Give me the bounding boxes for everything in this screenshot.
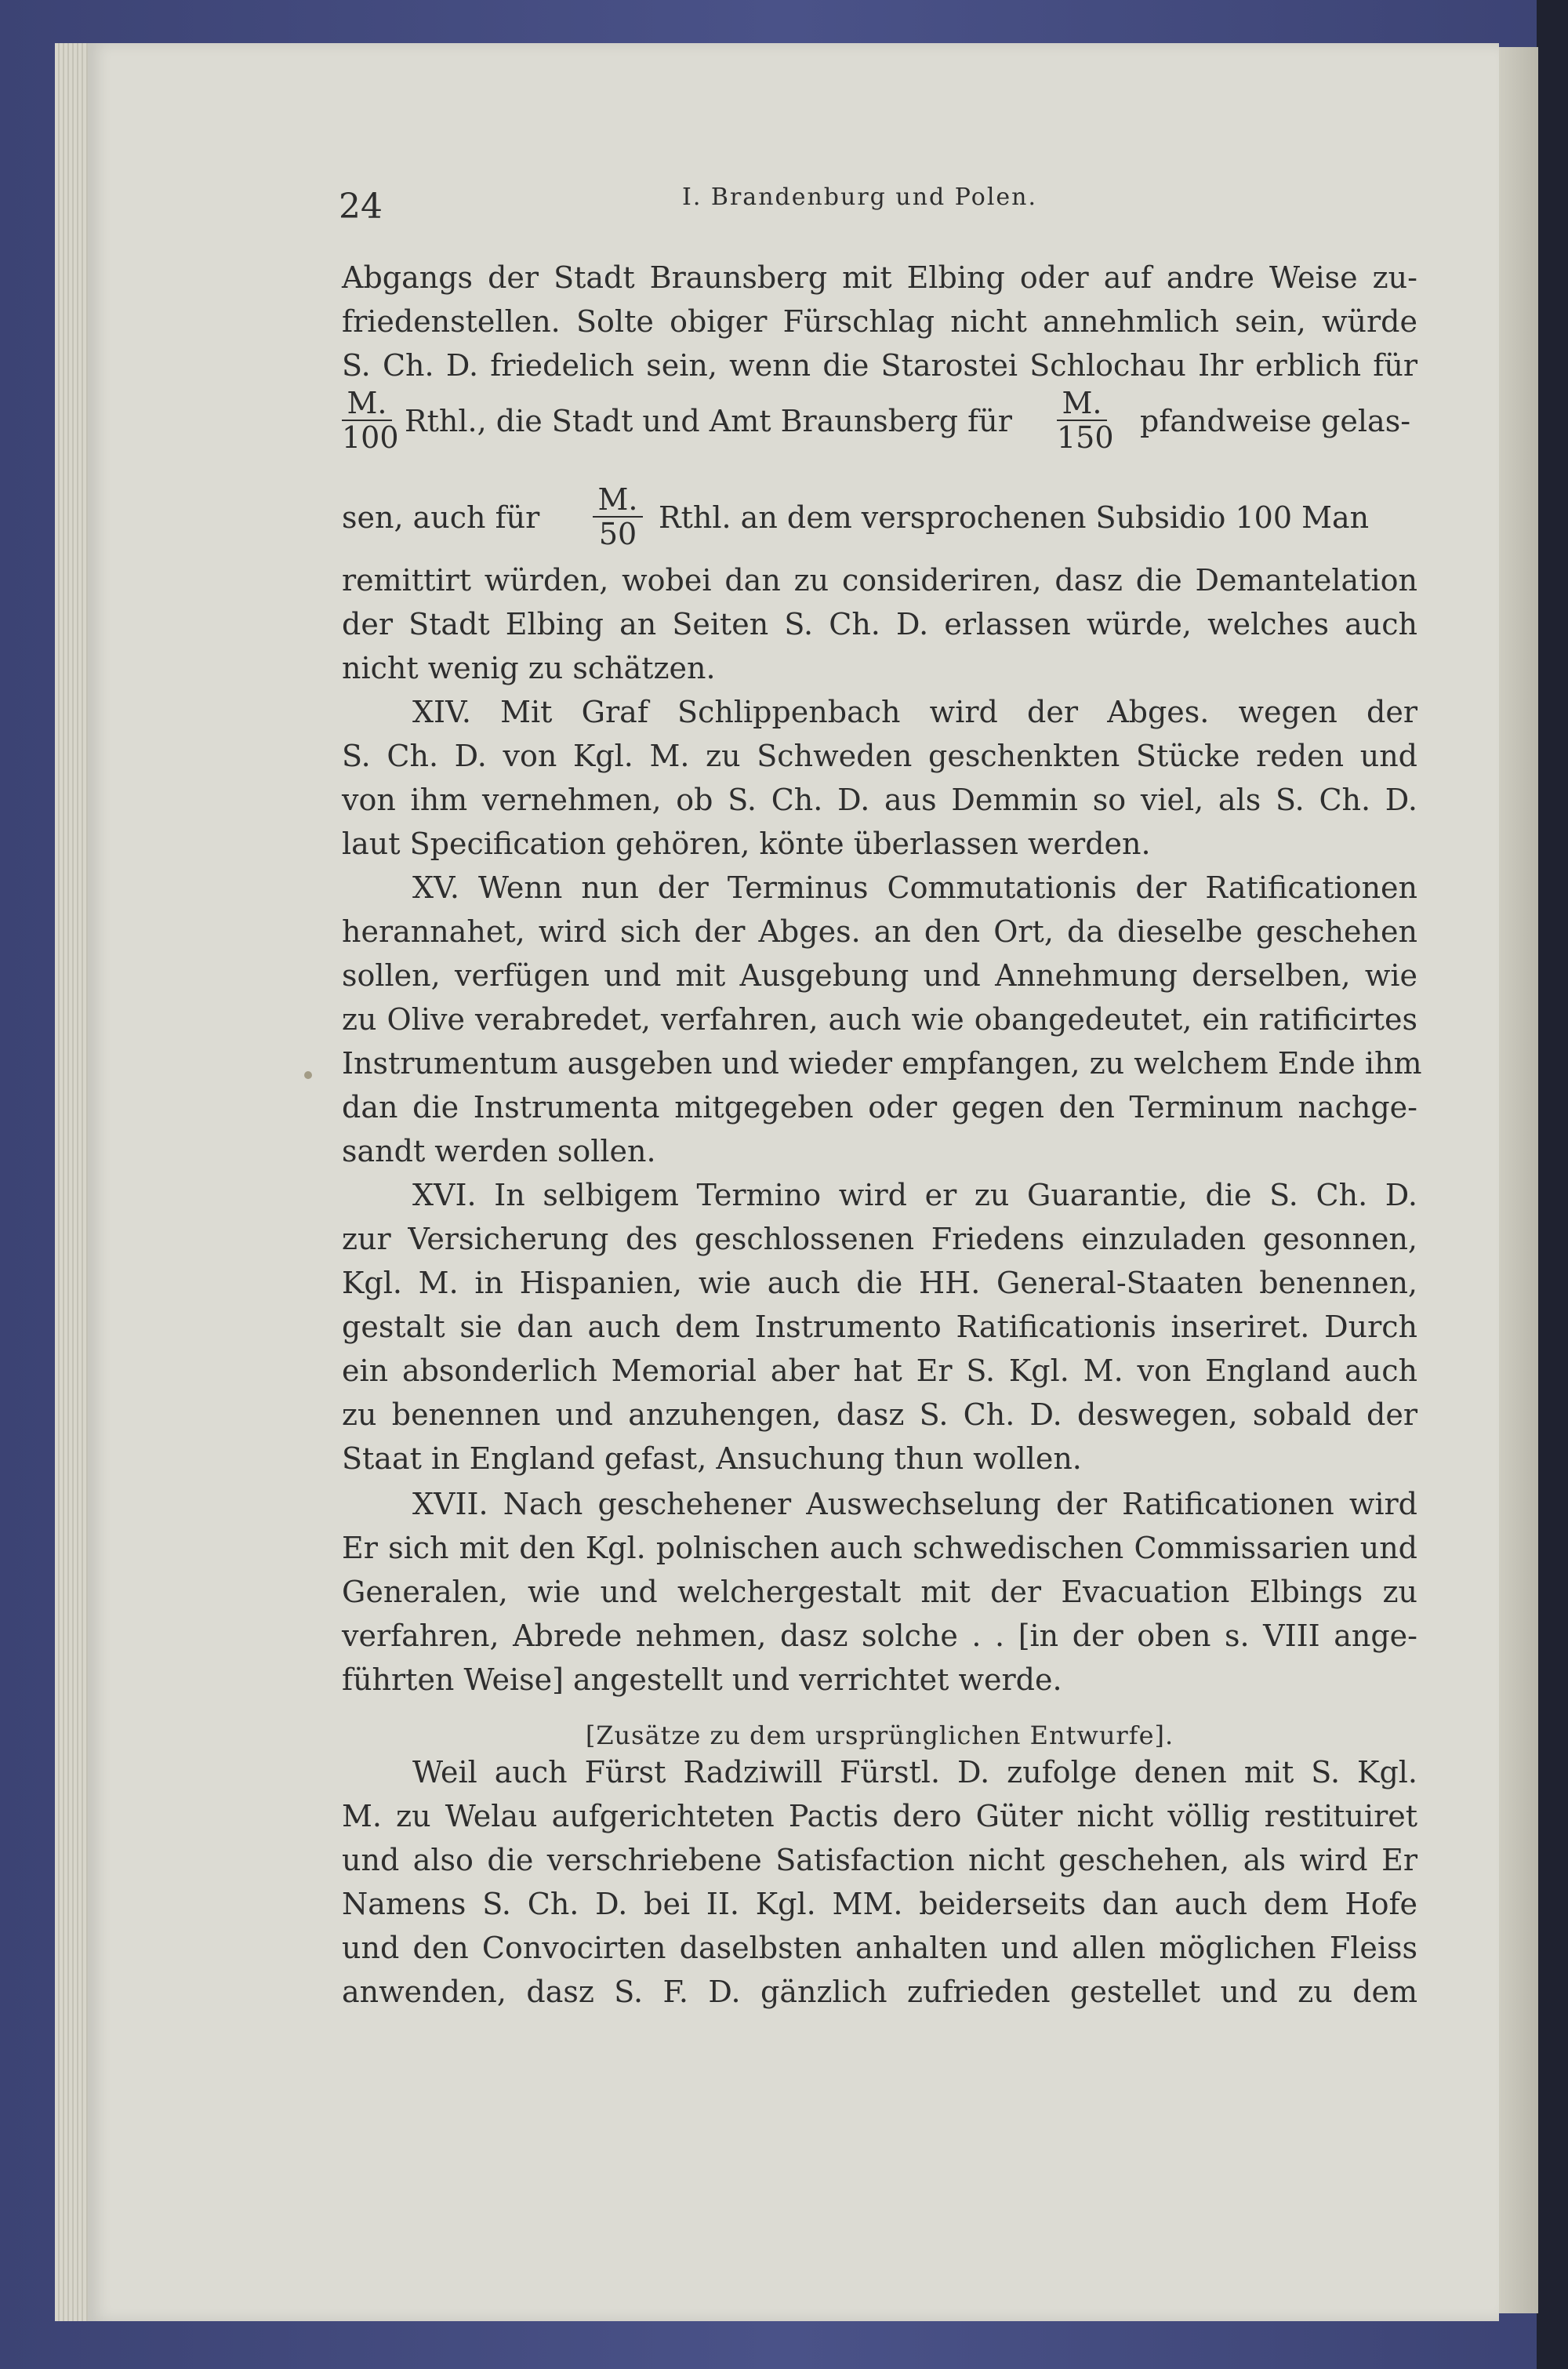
text-segment: pfandweise gelas-: [1140, 404, 1411, 438]
fraction-denominator: 150: [1057, 420, 1114, 455]
text-line: Er sich mit den Kgl. polnischen auch schwedischen Commissarien und: [342, 1531, 1417, 1565]
text-line: laut Specification gehören, könte überlassen werden.: [342, 827, 1151, 861]
running-head: I. Brandenburg und Polen.: [682, 183, 1038, 211]
text-segment: Rthl., die Stadt und Amt Braunsberg für: [405, 404, 1012, 438]
text-line: zur Versicherung des geschlossenen Friedens einzuladen gesonnen,: [342, 1222, 1417, 1256]
text-line: zu Olive verabredet, verfahren, auch wie obangedeutet, ein ratificirtes: [342, 1002, 1417, 1037]
text-line: dan die Instrumenta mitgegeben oder gegen den Terminum nachge-: [342, 1090, 1417, 1125]
text-line: friedenstellen. Solte obiger Fürschlag nicht annehmlich sein, würde: [342, 304, 1417, 339]
text-segment: sen, auch für: [342, 500, 540, 535]
cover-edge: [1537, 0, 1568, 2369]
section-xvi: [342, 1173, 1417, 1481]
fraction-numerator: M.: [593, 485, 643, 518]
page-number: 24: [339, 187, 383, 227]
text-line: sollen, verfügen und mit Ausgebung und Annehmung derselben, wie: [342, 958, 1417, 993]
section-xiv: [342, 690, 1417, 866]
text-line: führten Weise] angestellt und verrichtet werde.: [342, 1662, 1062, 1697]
text-line: von ihm vernehmen, ob S. Ch. D. aus Demmin so viel, als S. Ch. D.: [342, 783, 1417, 817]
text-segment: Rthl. an dem versprochenen Subsidio 100 Man: [659, 500, 1370, 535]
text-line: Weil auch Fürst Radziwill Fürstl. D. zufolge denen mit S. Kgl.: [412, 1755, 1417, 1789]
page-stack-left: [55, 43, 90, 2321]
paragraph-radziwill: [342, 1750, 1417, 2014]
paragraph-demantelation: [342, 558, 1417, 690]
text-line: Generalen, wie und welchergestalt mit der Evacuation Elbings zu: [342, 1575, 1417, 1609]
fraction-denominator: 100: [342, 420, 399, 455]
text-line: zu benennen und anzuhengen, dasz S. Ch. D. deswegen, sobald der: [342, 1397, 1417, 1432]
text-line: M. zu Welau aufgerichteten Pactis dero Güter nicht völlig restituiret: [342, 1799, 1417, 1833]
section-heading-zusaetze: [Zusätze zu dem ursprünglichen Entwurfe].: [585, 1720, 1174, 1750]
fraction-line-1: [342, 388, 1417, 467]
text-line: herannahet, wird sich der Abges. an den Ort, da dieselbe geschehen: [342, 914, 1417, 949]
paragraph-intro: [342, 256, 1417, 387]
fraction-denominator: 50: [598, 517, 637, 551]
text-line: und den Convocirten daselbsten anhalten und allen möglichen Fleiss: [342, 1931, 1417, 1965]
text-line: ein absonderlich Memorial aber hat Er S. Kgl. M. von England auch: [342, 1353, 1417, 1388]
text-line: XV. Wenn nun der Terminus Commutationis der Ratificationen: [412, 870, 1417, 905]
fraction-50: [593, 482, 643, 551]
fraction-100: [342, 386, 399, 455]
fraction-line-2: [342, 480, 1417, 558]
fraction-150: [1057, 386, 1114, 455]
ink-spot: [304, 1071, 312, 1079]
text-line: S. Ch. D. von Kgl. M. zu Schweden geschenkten Stücke reden und: [342, 739, 1417, 773]
text-line: XIV. Mit Graf Schlippenbach wird der Abges. wegen der: [412, 695, 1417, 729]
section-xv: [342, 866, 1422, 1173]
text-line: XVI. In selbigem Termino wird er zu Guarantie, die S. Ch. D.: [412, 1178, 1417, 1212]
text-line: remittirt würden, wobei dan zu consideriren, dasz die Demantelation: [342, 563, 1417, 598]
text-line: und also die verschriebene Satisfaction nicht geschehen, als wird Er: [342, 1843, 1417, 1877]
text-line: der Stadt Elbing an Seiten S. Ch. D. erlassen würde, welches auch: [342, 607, 1417, 641]
text-line: Instrumentum ausgeben und wieder empfangen, zu welchem Ende ihm: [342, 1046, 1422, 1081]
fraction-numerator: M.: [342, 388, 392, 421]
text-line: Abgangs der Stadt Braunsberg mit Elbing oder auf andre Weise zu-: [342, 260, 1417, 295]
text-line: XVII. Nach geschehener Auswechselung der Ratificationen wird: [412, 1487, 1417, 1521]
text-line: anwenden, dasz S. F. D. gänzlich zufrieden gestellet und zu dem: [342, 1975, 1417, 2009]
text-line: Namens S. Ch. D. bei II. Kgl. MM. beiderseits dan auch dem Hofe: [342, 1887, 1417, 1921]
text-line: Kgl. M. in Hispanien, wie auch die HH. General-Staaten benennen,: [342, 1266, 1417, 1300]
section-xvii: [342, 1482, 1417, 1702]
page-stack-right: [1497, 47, 1538, 2313]
text-line: verfahren, Abrede nehmen, dasz solche . . [in der oben s. VIII ange-: [342, 1619, 1417, 1653]
text-line: nicht wenig zu schätzen.: [342, 651, 716, 685]
text-line: S. Ch. D. friedelich sein, wenn die Starostei Schlochau Ihr erblich für: [342, 348, 1417, 383]
text-line: gestalt sie dan auch dem Instrumento Ratificationis inseriret. Durch: [342, 1310, 1417, 1344]
text-line: sandt werden sollen.: [342, 1134, 656, 1168]
text-line: Staat in England gefast, Ansuchung thun wollen.: [342, 1441, 1082, 1476]
fraction-numerator: M.: [1057, 388, 1107, 421]
